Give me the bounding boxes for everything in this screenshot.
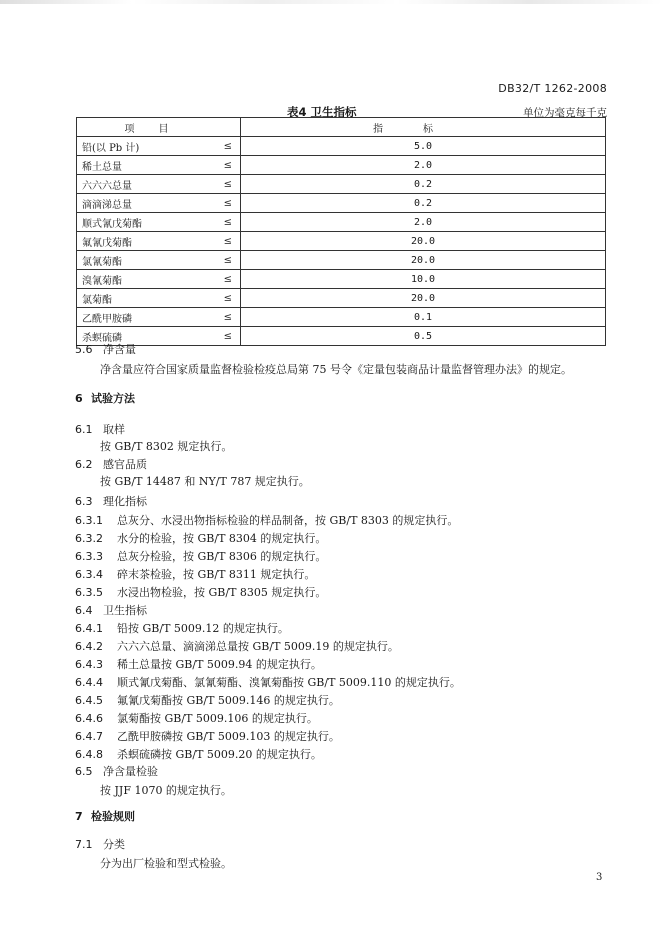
clause-item bbox=[75, 656, 322, 672]
table-row bbox=[77, 213, 606, 232]
clause-text: 顺式氰戊菊酯、氯氰菊酯、溴氰菊酯按 GB/T 5009.110 的规定执行。 bbox=[117, 676, 461, 689]
row-symbol: ≤ bbox=[207, 251, 241, 270]
row-item: 氟氰戊菊酯 bbox=[77, 232, 208, 251]
paragraph bbox=[100, 473, 310, 489]
page-number: 3 bbox=[596, 872, 603, 883]
clause-text: 按 JJF 1070 的规定执行。 bbox=[100, 784, 232, 797]
row-symbol: ≤ bbox=[207, 270, 241, 289]
clause-number: 6.4.6 bbox=[75, 712, 103, 725]
row-item: 六六六总量 bbox=[77, 175, 208, 194]
clause-text: 总灰分检验，按 GB/T 8306 的规定执行。 bbox=[117, 550, 327, 563]
clause-text: 水浸出物检验，按 GB/T 8305 规定执行。 bbox=[117, 586, 327, 599]
clause-text: 铅按 GB/T 5009.12 的规定执行。 bbox=[117, 622, 289, 635]
clause-number: 6.4.7 bbox=[75, 730, 103, 743]
clause-text: 按 GB/T 8302 规定执行。 bbox=[100, 440, 233, 453]
row-value: 2.0 bbox=[241, 213, 606, 232]
clause-item bbox=[75, 692, 340, 708]
row-symbol: ≤ bbox=[207, 194, 241, 213]
paragraph bbox=[100, 782, 232, 798]
subsection-heading bbox=[75, 341, 136, 357]
table-row bbox=[77, 194, 606, 213]
table-row bbox=[77, 251, 606, 270]
row-symbol: ≤ bbox=[207, 232, 241, 251]
subsection-heading bbox=[75, 493, 147, 509]
clause-number: 6.3.4 bbox=[75, 568, 103, 581]
clause-item bbox=[75, 512, 458, 528]
row-symbol: ≤ bbox=[207, 308, 241, 327]
table-caption: 表4 卫生指标 bbox=[287, 105, 357, 119]
clause-number: 6.4.2 bbox=[75, 640, 103, 653]
row-item: 溴氰菊酯 bbox=[77, 270, 208, 289]
subsection-heading bbox=[75, 763, 158, 779]
clause-item bbox=[75, 674, 461, 690]
clause-item bbox=[75, 530, 326, 546]
clause-number: 6 bbox=[75, 392, 83, 405]
table-row bbox=[77, 308, 606, 327]
clause-text: 净含量 bbox=[103, 343, 136, 356]
row-item: 氯氰菊酯 bbox=[77, 251, 208, 270]
section-heading bbox=[75, 808, 135, 824]
clause-item bbox=[75, 548, 326, 564]
row-item: 杀螟硫磷 bbox=[77, 327, 208, 346]
clause-text: 氟氰戊菊酯按 GB/T 5009.146 的规定执行。 bbox=[117, 694, 340, 707]
table-row bbox=[77, 270, 606, 289]
standard-code: DB32/T 1262-2008 bbox=[498, 82, 607, 95]
clause-item bbox=[75, 710, 318, 726]
clause-text: 氯菊酯按 GB/T 5009.106 的规定执行。 bbox=[117, 712, 318, 725]
header-index: 指标 bbox=[241, 118, 606, 137]
clause-text: 按 GB/T 14487 和 NY/T 787 规定执行。 bbox=[100, 475, 310, 488]
clause-text: 碎末茶检验，按 GB/T 8311 规定执行。 bbox=[117, 568, 316, 581]
clause-text: 试验方法 bbox=[91, 392, 135, 405]
clause-item bbox=[75, 584, 326, 600]
row-value: 0.1 bbox=[241, 308, 606, 327]
row-item: 乙酰甲胺磷 bbox=[77, 308, 208, 327]
clause-number: 6.3.5 bbox=[75, 586, 103, 599]
clause-number: 6.1 bbox=[75, 423, 93, 436]
clause-text: 理化指标 bbox=[103, 495, 147, 508]
clause-item bbox=[75, 566, 315, 582]
clause-number: 7 bbox=[75, 810, 83, 823]
clause-number: 6.4.5 bbox=[75, 694, 103, 707]
clause-text: 六六六总量、滴滴涕总量按 GB/T 5009.19 的规定执行。 bbox=[117, 640, 399, 653]
row-symbol: ≤ bbox=[207, 213, 241, 232]
row-symbol: ≤ bbox=[207, 156, 241, 175]
row-value: 5.0 bbox=[241, 137, 606, 156]
clause-item bbox=[75, 620, 289, 636]
row-item: 滴滴涕总量 bbox=[77, 194, 208, 213]
row-value: 0.2 bbox=[241, 175, 606, 194]
clause-number: 6.3 bbox=[75, 495, 93, 508]
clause-number: 6.3.2 bbox=[75, 532, 103, 545]
clause-item bbox=[75, 746, 322, 762]
table-row bbox=[77, 137, 606, 156]
row-symbol: ≤ bbox=[207, 175, 241, 194]
subsection-heading bbox=[75, 602, 147, 618]
clause-number: 5.6 bbox=[75, 343, 93, 356]
clause-text: 感官品质 bbox=[103, 458, 147, 471]
clause-number: 6.3.3 bbox=[75, 550, 103, 563]
row-value: 0.5 bbox=[241, 327, 606, 346]
row-item: 稀土总量 bbox=[77, 156, 208, 175]
header-item: 项目 bbox=[77, 118, 241, 137]
table-header-row bbox=[77, 118, 606, 137]
row-value: 20.0 bbox=[241, 289, 606, 308]
row-symbol: ≤ bbox=[207, 289, 241, 308]
section-heading bbox=[75, 390, 135, 406]
clause-number: 6.4 bbox=[75, 604, 93, 617]
clause-text: 卫生指标 bbox=[103, 604, 147, 617]
clause-item bbox=[75, 728, 340, 744]
paragraph bbox=[100, 438, 232, 454]
paragraph bbox=[100, 361, 572, 377]
clause-text: 稀土总量按 GB/T 5009.94 的规定执行。 bbox=[117, 658, 322, 671]
subsection-heading bbox=[75, 836, 125, 852]
table-unit: 单位为毫克每千克 bbox=[523, 107, 607, 119]
clause-text: 水分的检验，按 GB/T 8304 的规定执行。 bbox=[117, 532, 327, 545]
clause-text: 分类 bbox=[103, 838, 125, 851]
clause-number: 6.4.3 bbox=[75, 658, 103, 671]
clause-text: 乙酰甲胺磷按 GB/T 5009.103 的规定执行。 bbox=[117, 730, 340, 743]
row-value: 20.0 bbox=[241, 251, 606, 270]
clause-item bbox=[75, 638, 399, 654]
subsection-heading bbox=[75, 421, 125, 437]
clause-number: 6.4.1 bbox=[75, 622, 103, 635]
table-row bbox=[77, 175, 606, 194]
row-item: 铅(以 Pb 计) bbox=[77, 137, 208, 156]
table-row bbox=[77, 327, 606, 346]
clause-text: 总灰分、水浸出物指标检验的样品制备，按 GB/T 8303 的规定执行。 bbox=[117, 514, 459, 527]
row-value: 10.0 bbox=[241, 270, 606, 289]
table-row bbox=[77, 289, 606, 308]
table-row bbox=[77, 156, 606, 175]
clause-number: 6.2 bbox=[75, 458, 93, 471]
clause-number: 7.1 bbox=[75, 838, 93, 851]
clause-number: 6.5 bbox=[75, 765, 93, 778]
table-body bbox=[77, 137, 606, 346]
clause-number: 6.4.4 bbox=[75, 676, 103, 689]
row-value: 0.2 bbox=[241, 194, 606, 213]
row-symbol: ≤ bbox=[207, 327, 241, 346]
clause-text: 净含量检验 bbox=[103, 765, 158, 778]
row-value: 2.0 bbox=[241, 156, 606, 175]
scan-edge bbox=[0, 0, 662, 4]
clause-text: 杀螟硫磷按 GB/T 5009.20 的规定执行。 bbox=[117, 748, 322, 761]
row-item: 氯菊酯 bbox=[77, 289, 208, 308]
hygiene-table bbox=[76, 117, 606, 346]
row-value: 20.0 bbox=[241, 232, 606, 251]
subsection-heading bbox=[75, 456, 147, 472]
table-row bbox=[77, 232, 606, 251]
clause-text: 检验规则 bbox=[91, 810, 135, 823]
clause-text: 分为出厂检验和型式检验。 bbox=[100, 857, 232, 870]
row-item: 顺式氰戊菊酯 bbox=[77, 213, 208, 232]
clause-number: 6.4.8 bbox=[75, 748, 103, 761]
row-symbol: ≤ bbox=[207, 137, 241, 156]
clause-text: 净含量应符合国家质量监督检验检疫总局第 75 号令《定量包装商品计量监督管理办法》的规定。 bbox=[100, 363, 572, 376]
clause-number: 6.3.1 bbox=[75, 514, 103, 527]
clause-text: 取样 bbox=[103, 423, 125, 436]
paragraph bbox=[100, 855, 232, 871]
